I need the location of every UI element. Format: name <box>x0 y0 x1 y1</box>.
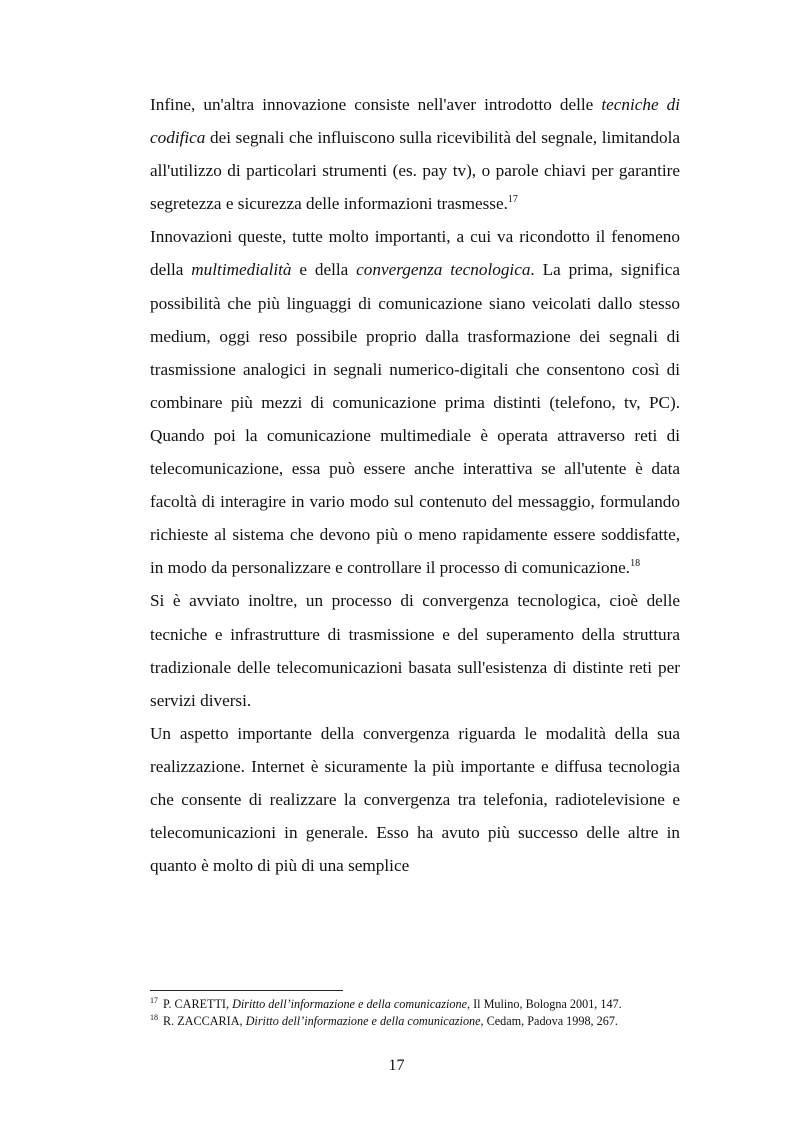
page-number: 17 <box>388 1057 405 1074</box>
text-run: Si è avviato inoltre, un processo di convergenza tecnologica, cioè delle tecniche e infrastrutture di trasmissione e del superamento della struttura tradizionale delle telecomunicazioni basata sull'esistenza di distinte reti per servizi diversi. <box>150 591 680 710</box>
italic-text: Diritto dell’informazione e della comunicazione <box>232 997 467 1011</box>
italic-text: tecniche di codifica <box>150 95 680 148</box>
footnote-17 <box>150 996 690 1013</box>
page-body <box>150 88 680 882</box>
text-run: , Il Mulino, Bologna 2001, 147. <box>467 997 622 1011</box>
footnote-separator <box>150 990 343 991</box>
italic-text: multimedialità <box>191 260 292 280</box>
text-run: P. CARETTI, <box>163 997 233 1011</box>
text-run: R. ZACCARIA, <box>163 1014 246 1028</box>
text-run: Innovazioni queste, tutte molto importanti, a cui va ricondotto il fenomeno della <box>150 227 680 280</box>
text-run: Infine, un'altra innovazione consiste nell'aver introdotto delle <box>150 95 602 114</box>
body-paragraph <box>150 584 680 716</box>
footnote-number: 17 <box>150 996 158 1005</box>
italic-text: convergenza tecnologica <box>356 260 531 280</box>
body-paragraph <box>150 220 680 584</box>
italic-text: Diritto dell’informazione e della comunicazione <box>245 1014 481 1028</box>
footnote-number: 18 <box>150 1013 158 1022</box>
footnote-text <box>163 1014 618 1028</box>
body-paragraph <box>150 88 680 220</box>
footnote-18 <box>150 1013 690 1030</box>
text-run: dei segnali che influiscono sulla ricevibilità del segnale, limitandola all'utilizzo di particolari strumenti (es. pay tv), o parole chiavi per garantire segretezza e sicurezza delle informazioni trasmesse. <box>150 128 680 214</box>
body-paragraph <box>150 717 680 882</box>
footnote-text <box>163 997 622 1011</box>
footnotes <box>150 996 690 1030</box>
text-run: e della <box>291 260 357 280</box>
text-run: , Cedam, Padova 1998, 267. <box>480 1014 618 1028</box>
footnote-reference: 18 <box>630 558 641 570</box>
text-run: Un aspetto importante della convergenza riguarda le modalità della sua realizzazione. Internet è sicuramente la più importante e diffusa tecnologia che consente di realizzare la convergenza tra telefonia, radiotelevisione e telecomunicazioni in generale. Esso ha avuto più successo delle altre in quanto è molto di più di una semplice <box>150 723 680 876</box>
text-run: . La prima, significa possibilità che più linguaggi di comunicazione siano veicolati dallo stesso medium, oggi reso possibile proprio dalla trasformazione dei segnali di trasmissione analogici in segnali numerico-digitali che consentono così di combinare più mezzi di comunicazione prima distinti (telefono, tv, PC). Quando poi la comunicazione multimediale è operata attraverso reti di telecomunicazione, essa può essere anche interattiva se all'utente è data facoltà di interagire in vario modo sul contenuto del messaggio, formulando richieste al sistema che devono più o meno rapidamente essere soddisfatte, in modo da personalizzare e controllare il processo di comunicazione. <box>150 260 680 578</box>
footnote-reference: 17 <box>507 194 518 206</box>
